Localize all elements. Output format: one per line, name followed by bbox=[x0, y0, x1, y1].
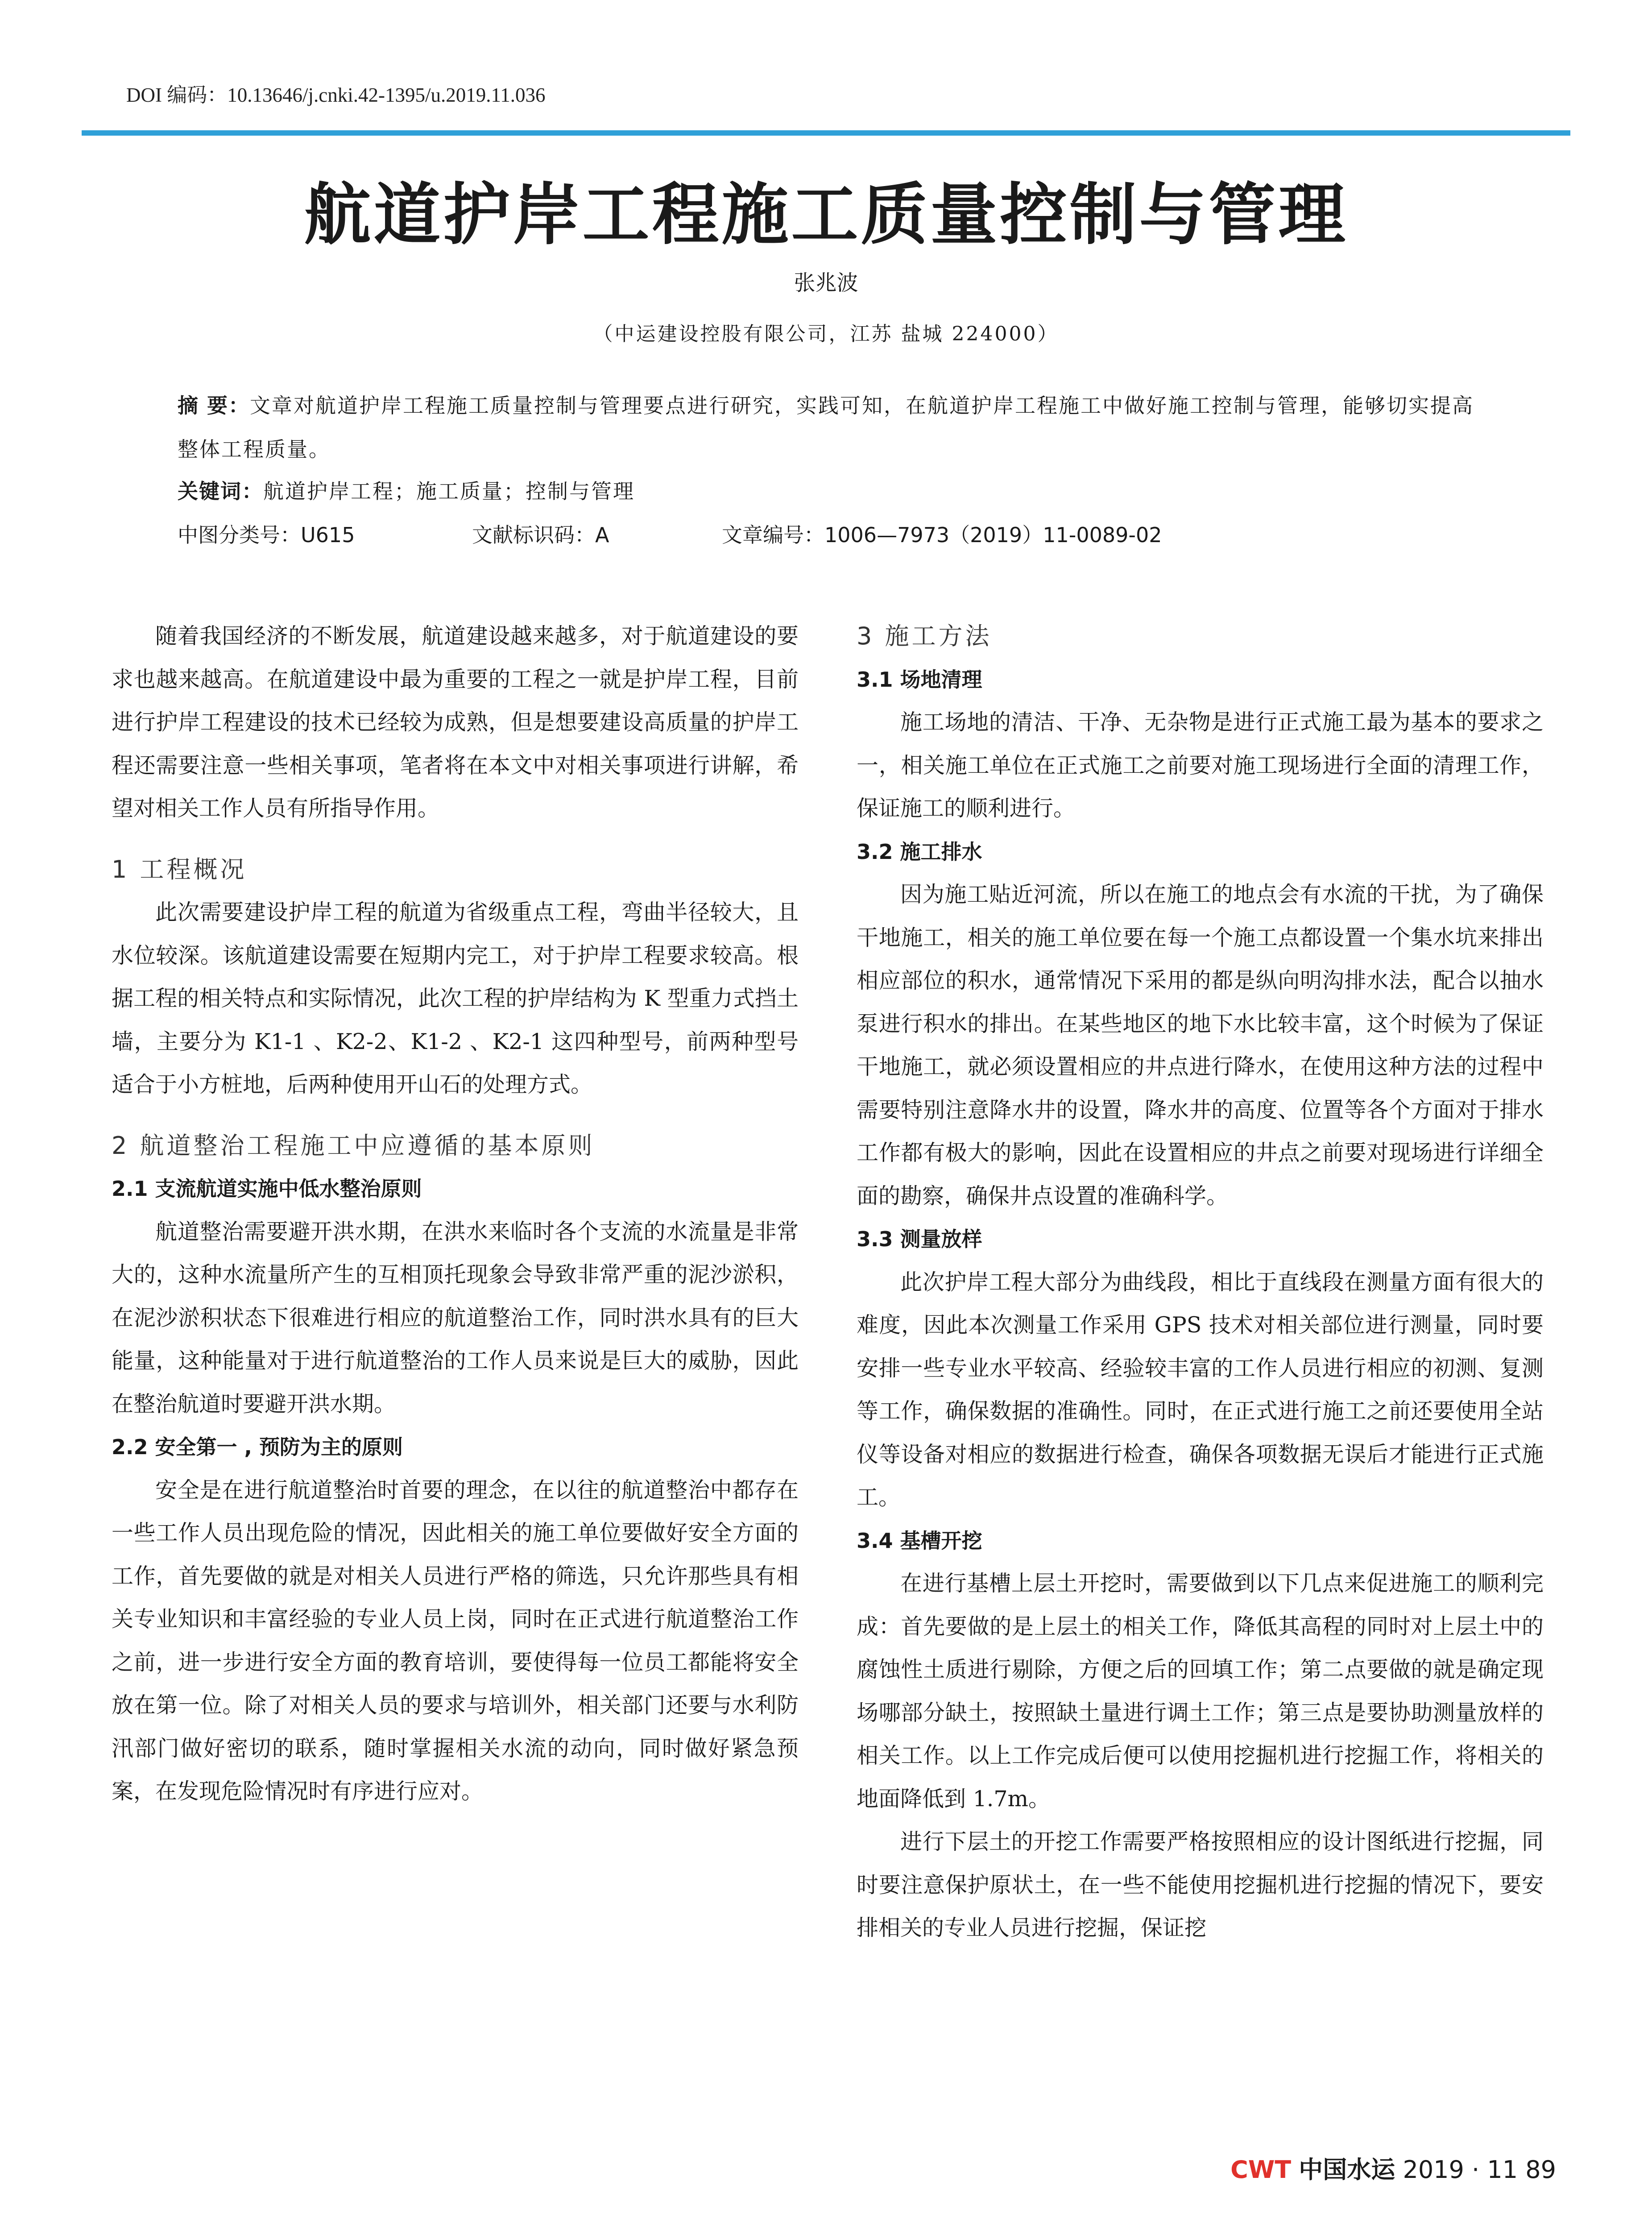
section-1-paragraph: 此次需要建设护岸工程的航道为省级重点工程，弯曲半径较大，且水位较深。该航道建设需要在短期内完工，对于护岸工程要求较高。根据工程的相关特点和实际情况，此次工程的护岸结构为 K 型重力式挡土墙，主要分为 K1-1 、K2-2、K1-2 、K2-1 这四种型号，前两种型号适合于小方桩地，后两种使用开山石的处理方式。 bbox=[112, 900, 799, 1097]
author: 张兆波 bbox=[794, 270, 858, 295]
section-1-heading: 1 工程概况 bbox=[112, 855, 247, 883]
section-3-3-heading: 3.3 测量放样 bbox=[857, 1227, 982, 1251]
abstract bbox=[178, 384, 1494, 471]
section-2-1-paragraph: 航道整治需要避开洪水期，在洪水来临时各个支流的水流量是非常大的，这种水流量所产生的互相顶托现象会导致非常严重的泥沙淤积，在泥沙淤积状态下很难进行相应的航道整治工作，同时洪水具有的巨大能量，这种能量对于进行航道整治的工作人员来说是巨大的威胁，因此在整治航道时要避开洪水期。 bbox=[112, 1219, 799, 1417]
section-3-heading: 3 施工方法 bbox=[857, 622, 992, 650]
section-3-3-paragraph: 此次护岸工程大部分为曲线段，相比于直线段在测量方面有很大的难度，因此本次测量工作采用 GPS 技术对相关部位进行测量，同时要安排一些专业水平较高、经验较丰富的工作人员进行相应的初测、复测等工作，确保数据的准确性。同时，在正式进行施工之前还要使用全站仪等设备对相应的数据进行检查，确保各项数据无误后才能进行正式施工。 bbox=[857, 1269, 1544, 1510]
section-3-2-heading: 3.2 施工排水 bbox=[857, 839, 982, 864]
section-3-1-heading: 3.1 场地清理 bbox=[857, 667, 982, 692]
page-number: 89 bbox=[1525, 2156, 1556, 2184]
journal-name: 中国水运 bbox=[1299, 2155, 1395, 2184]
affiliation: （中运建设控股有限公司，江苏 盐城 224000） bbox=[593, 323, 1059, 345]
abstract-label: 摘 要： bbox=[178, 394, 250, 418]
section-3-4-paragraph-1: 在进行基槽上层土开挖时，需要做到以下几点来促进施工的顺利完成：首先要做的是上层土的相关工作，降低其高程的同时对上层土中的腐蚀性土质进行剔除，方便之后的回填工作；第二点要做的就是确定现场哪部分缺土，按照缺土量进行调土工作；第三点是要协助测量放样的相关工作。以上工作完成后便可以使用挖掘机进行挖掘工作，将相关的地面降低到 1.7m。 bbox=[857, 1571, 1544, 1812]
issue-label: 2019 · 11 bbox=[1403, 2156, 1518, 2184]
header-rule bbox=[82, 130, 1570, 136]
section-3-2-paragraph: 因为施工贴近河流，所以在施工的地点会有水流的干扰，为了确保干地施工，相关的施工单位要在每一个施工点都设置一个集水坑来排出相应部位的积水，通常情况下采用的都是纵向明沟排水法，配合以抽水泵进行积水的排出。在某些地区的地下水比较丰富，这个时候为了保证干地施工，就必须设置相应的井点进行降水，在使用这种方法的过程中需要特别注意降水井的设置，降水井的高度、位置等各个方面对于排水工作都有极大的影响，因此在设置相应的井点之前要对现场进行详细全面的勘察，确保井点设置的准确科学。 bbox=[857, 882, 1544, 1209]
article-number: 文章编号：1006—7973（2019）11-0089-02 bbox=[722, 523, 1162, 547]
section-2-2-heading: 2.2 安全第一 , 预防为主的原则 bbox=[112, 1435, 403, 1459]
cwt-logo: CWT bbox=[1230, 2156, 1292, 2184]
keywords-text: 航道护岸工程；施工质量；控制与管理 bbox=[263, 479, 635, 503]
section-2-2-paragraph: 安全是在进行航道整治时首要的理念，在以往的航道整治中都存在一些工作人员出现危险的情况，因此相关的施工单位要做好安全方面的工作，首先要做的就是对相关人员进行严格的筛选，只允许那些具有相关专业知识和丰富经验的专业人员上岗，同时在正式进行航道整治工作之前，进一步进行安全方面的教育培训，要使得每一位员工都能将安全放在第一位。除了对相关人员的要求与培训外，相关部门还要与水利防汛部门做好密切的联系，随时掌握相关水流的动向，同时做好紧急预案，在发现危险情况时有序进行应对。 bbox=[112, 1477, 799, 1804]
keywords-label: 关键词： bbox=[178, 479, 263, 503]
section-3-4-heading: 3.4 基槽开挖 bbox=[857, 1528, 982, 1553]
page-footer bbox=[1230, 2151, 1556, 2185]
left-column bbox=[112, 615, 799, 1813]
section-3-1-paragraph: 施工场地的清洁、干净、无杂物是进行正式施工最为基本的要求之一，相关施工单位在正式施工之前要对施工现场进行全面的清理工作，保证施工的顺利进行。 bbox=[857, 709, 1544, 821]
document-code: 文献标识码：A bbox=[472, 523, 609, 547]
keywords bbox=[178, 469, 1494, 513]
paper-title: 航道护岸工程施工质量控制与管理 bbox=[304, 175, 1348, 254]
abstract-text: 文章对航道护岸工程施工质量控制与管理要点进行研究，实践可知，在航道护岸工程施工中做好施工控制与管理，能够切实提高整体工程质量。 bbox=[178, 394, 1474, 461]
section-2-heading: 2 航道整治工程施工中应遵循的基本原则 bbox=[112, 1131, 595, 1160]
doi-line: DOI 编码：10.13646/j.cnki.42-1395/u.2019.11.036 bbox=[126, 84, 546, 106]
section-3-4-paragraph-2: 进行下层土的开挖工作需要严格按照相应的设计图纸进行挖掘，同时要注意保护原状土，在一些不能使用挖掘机进行挖掘的情况下，要安排相关的专业人员进行挖掘，保证挖 bbox=[857, 1829, 1544, 1941]
section-2-1-heading: 2.1 支流航道实施中低水整治原则 bbox=[112, 1177, 422, 1201]
intro-paragraph: 随着我国经济的不断发展，航道建设越来越多，对于航道建设的要求也越来越高。在航道建设中最为重要的工程之一就是护岸工程，目前进行护岸工程建设的技术已经较为成熟，但是想要建设高质量的护岸工程还需要注意一些相关事项，笔者将在本文中对相关事项进行讲解，希望对相关工作人员有所指导作用。 bbox=[112, 623, 799, 821]
right-column bbox=[857, 615, 1544, 1950]
class-number: 中图分类号：U615 bbox=[178, 523, 355, 547]
